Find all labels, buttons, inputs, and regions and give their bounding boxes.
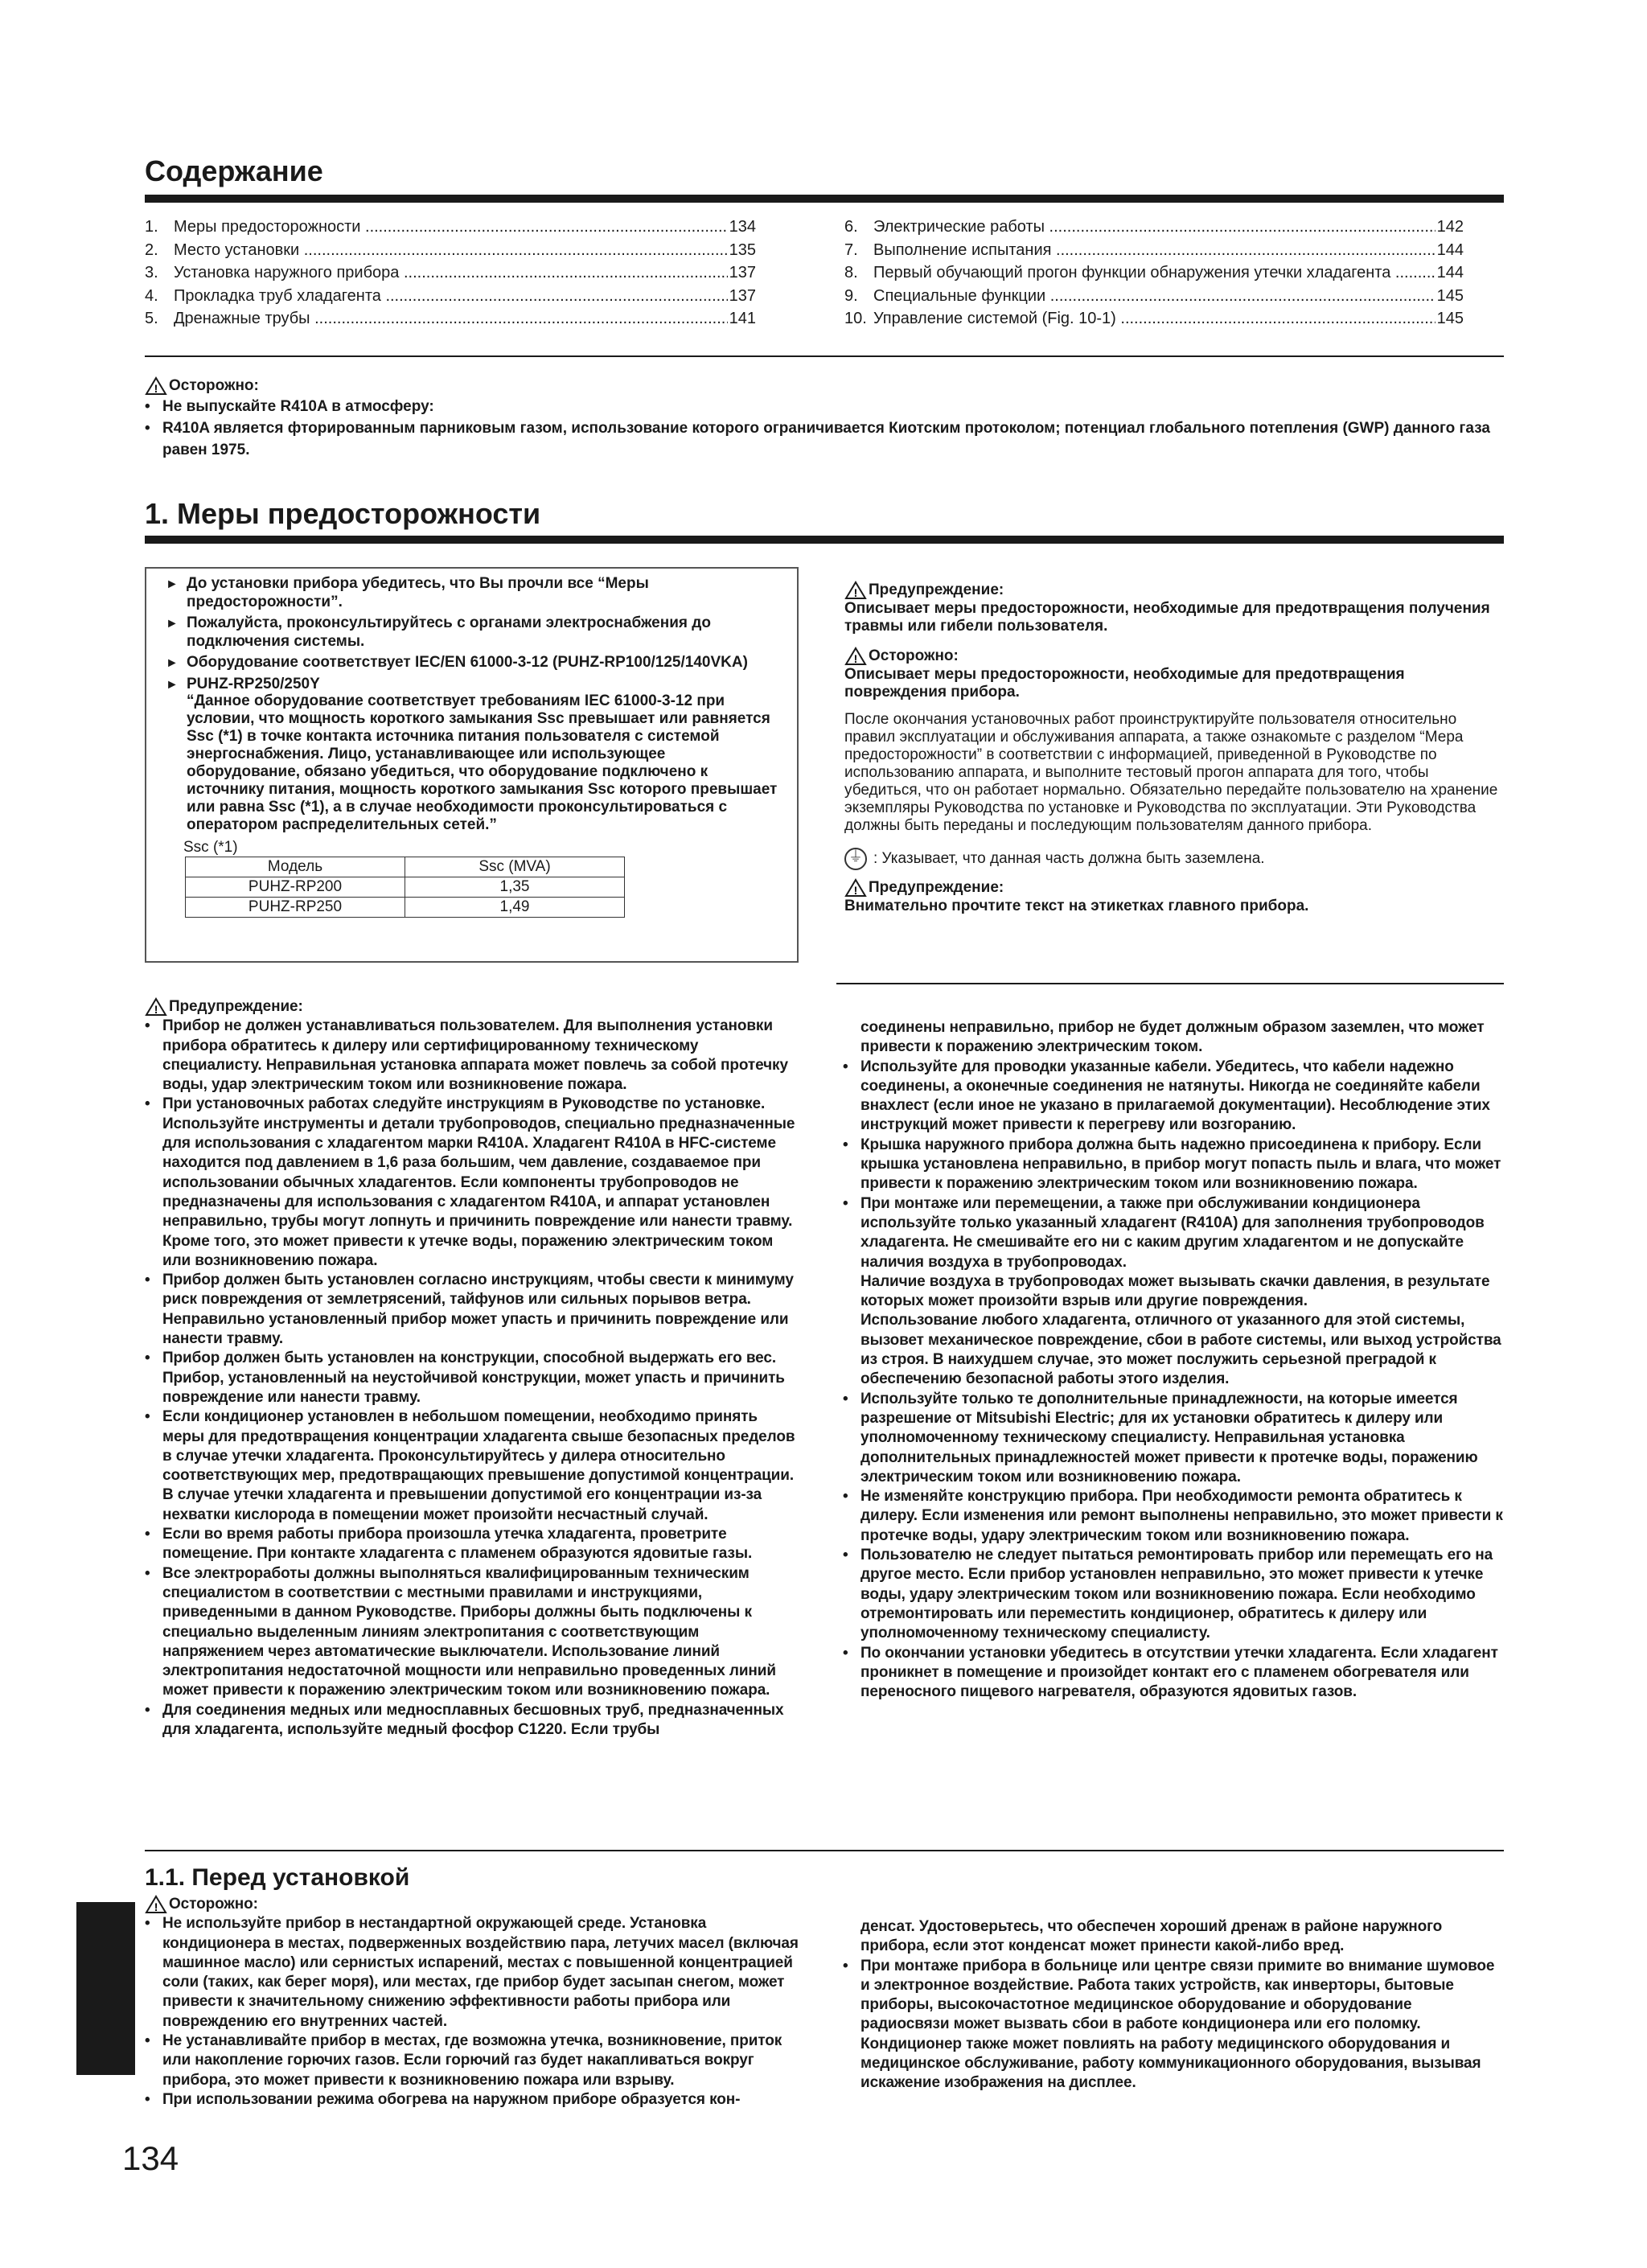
before-install-right xyxy=(843,1917,1504,2093)
info-box xyxy=(145,567,799,963)
box-item: ► Пожалуйста, проконсультируйтесь с органами электроснабжения до подключения системы. xyxy=(166,614,711,650)
warning-item: • Прибор должен быть установлен согласно инструкциям, чтобы свести к минимуму риск повреждения от землетрясений, тайфунов или сильных порывов ветра. Неправильно установленный прибор может упасть и причинить повреждение или нанести травму. xyxy=(145,1272,794,1348)
toc-item[interactable]: 3. Установка наружного прибора ..... 137 xyxy=(145,261,756,285)
caution-item: • Не устанавливайте прибор в местах, где возможна утечка, возникновение, приток или накопление горючих газов. Если горючий газ будет накапливаться вокруг прибора, это может привести к возникновению пожара или взрыву. xyxy=(145,2032,782,2089)
table-row: PUHZ-RP250 1,49 xyxy=(186,898,625,918)
caution-definition: Описывает меры предосторожности, необходимые для предотвращения повреждения прибора. xyxy=(844,666,1405,701)
svg-text:!: ! xyxy=(154,382,158,395)
warning-item: • Если кондиционер установлен в небольшом помещении, необходимо принять меры для предотвращения концентрации хладагента свыше безопасных пределов в случае утечки хладагента. Проконсультируйтесь у дилера относительно соответствующих мер, предотвращающих превышение допустимой концентрации. В случае утечки хладагента и превышении допустимой его концентрации из-за нехватки кислорода в помещении может произойти несчастный случай. xyxy=(145,1408,795,1523)
section-divider xyxy=(836,983,1504,984)
svg-text:!: ! xyxy=(154,1900,158,1914)
caution-icon xyxy=(844,647,867,666)
svg-text:!: ! xyxy=(853,586,858,599)
warning-item: • Крышка наружного прибора должна быть надежно присоединена к прибору. Если крышка установлена неправильно, в прибор могут попасть пыль и влага, что может привести к поражению электрическим током или возникновению пожара. xyxy=(843,1136,1501,1193)
warning-item: • Если во время работы прибора произошла утечка хладагента, проветрите помещение. При контакте хладагента с пламенем образуются ядовитые газы. xyxy=(145,1526,753,1563)
toc-item[interactable]: 10. Управление системой (Fig. 10-1) ..... 145 xyxy=(844,307,1464,331)
warning-item: • Используйте для проводки указанные кабели. Убедитесь, что кабели надежно соединены, а оконечные соединения не натянуты. Никогда не соединяйте кабели внахлест (если иное не указано в прилагаемой документации). Несоблюдение этих инструкций может привести к перегреву или возгоранию. xyxy=(843,1058,1490,1134)
ssc-table xyxy=(185,857,625,918)
ground-note: ⏚: Указывает, что данная часть должна быть заземлена. xyxy=(844,848,1504,870)
section-rule xyxy=(145,536,1504,544)
warnings-left: ! Предупреждение: • Прибор не должен устанавливаться пользователем. Для выполнения установки прибора обратитесь к дилеру или сертифицированному техническому специалисту. Неправильная установка аппарата может повлечь за собой протечку воды, удар электрическим током или возникновение пожара. • При установочных работах следуйте инструкциям в Руководстве по установке. Используйте инструменты и детали трубопроводов, специально предназначенные для использования с хладагентом марки R410A. Хладагент R410A в HFC-системе находится под давлением в 1,6 раза большим, чем давление, создаваемое при использовании обычных хладагентов. Если компоненты трубопроводов не предназначены для использования с хладагентом R410A, и аппарат установлен неправильно, трубы могут лопнуть и причинить повреждение или нанести травму. Кроме того, это может привести к утечке воды, поражению электрическим током или возникновению пожара. • Прибор должен быть установлен согласно инструкциям, чтобы свести к минимуму риск повреждения от землетрясений, тайфунов или сильных порывов ветра. Неправильно установленный прибор может упасть и причинить повреждение или нанести травму. • Прибор должен быть установлен на конструкции, способной выдержать его вес. Прибор, установленный на неустойчивой конструкции, может упасть и причинить повреждение или нанести травму. • Если кондиционер установлен в небольшом помещении, необходимо принять меры для предотвращения концентрации хладагента свыше безопасных пределов в случае утечки хладагента. Проконсультируйтесь у дилера относительно соответствующих мер, предотвращающих превышение допустимой концентрации. В случае утечки хладагента и превышении допустимой его концентрации из-за нехватки кислорода в помещении может произойти несчастный случай. • Если во время работы прибора произошла утечка хладагента, проветрите помещение. При контакте хладагента с пламенем образуются ядовитые газы. • Все электроработы должны выполняться квалифицированным техническим специалистом в соответствии с местными правилами и инструкциями, приведенными в данном Руководстве. Приборы должны быть подключены к специально выделенным линиям электропитания с соответствующим напряжением через автоматические выключатели. Использование линий электропитания недостаточной мощности или неправильно проведенных линий может привести к поражению электрическим током или возникновению пожара. • Для соединения медных или медносплавных бесшовных труб, предназначенных для хладагента, используйте медный фосфор C1220. Если трубы xyxy=(145,997,800,1740)
toc-item[interactable]: 6. Электрические работы ..... 142 xyxy=(844,216,1464,239)
box-item: ► PUHZ-RP250/250Y xyxy=(166,676,320,692)
caution-item: • R410A является фторированным парниковым газом, использование которого ограничивается Киотским протоколом; потенциал глобального потепления (GWP) данного газа равен 1975. xyxy=(145,420,1490,458)
caution-item: • При использовании режима обогрева на наружном приборе образуется кон- xyxy=(145,2090,741,2108)
label-warning: Внимательно прочтите текст на этикетках главного прибора. xyxy=(844,898,1309,914)
definitions: ! Предупреждение: Описывает меры предосторожности, необходимые для предотвращения получения травмы или гибели пользователя. ! Осторожно: Описывает меры предосторожности, необходимые для предотвращения повреждения прибора. После окончания установочных работ проинструктируйте пользователя относительно правил эксплуатации и обслуживания аппарата, а также ознакомьте с разделом “Мера предосторожности” в соответствии с информацией, приведенной в Руководстве по использованию аппарата, и выполните тестовый прогон аппарата для того, чтобы убедиться, что он работает нормально. Обязательно передайте пользователю на хранение экземпляры Руководства по установке и Руководства по эксплуатации. Эти Руководства должны быть переданы и последующим пользователям данного прибора. ⏚: Указывает, что данная часть должна быть заземлена. ! Предупреждение: Внимательно прочтите текст на этикетках главного прибора. xyxy=(844,581,1504,915)
before-install-left: ! Осторожно: • Не используйте прибор в нестандартной окружающей среде. Установка кондиционера в местах, подверженных воздействию пара, летучих масел (включая машинное масло) или сернистых испарений, местах с повышенной концентрацией соли (таких, как берег моря), или местах, где прибор будет засыпан снегом, может привести к значительному снижению эффективности работы прибора или повреждению его внутренних частей. • Не устанавливайте прибор в местах, где возможна утечка, возникновение, приток или накопление горючих газов. Если горючий газ будет накапливаться вокруг прибора, это может привести к возникновению пожара или взрыву. • При использовании режима обогрева на наружном приборе образуется кон- xyxy=(145,1895,800,2110)
page-number: 134 xyxy=(122,2139,179,2177)
warning-item: • По окончании установки убедитесь в отсутствии утечки хладагента. Если хладагент проникнет в помещение и произойдет контакт его с пламенем обогревателя или переносного пищевого нагревателя, образуются ядовитых газов. xyxy=(843,1644,1498,1701)
warning-continuation: соединены неправильно, прибор не будет должным образом заземлен, что может привести к поражению электрическим током. xyxy=(860,1019,1485,1056)
caution-item: • Не используйте прибор в нестандартной окружающей среде. Установка кондиционера в местах, подверженных воздействию пара, летучих масел (включая машинное масло) или сернистых испарений, местах с повышенной концентрацией соли (таких, как берег моря), или местах, где прибор будет засыпан снегом, может привести к значительному снижению эффективности работы прибора или повреждению его внутренних частей. xyxy=(145,1915,799,2030)
toc-divider xyxy=(145,355,1504,357)
table-row: PUHZ-RP200 1,35 xyxy=(186,877,625,898)
caution-continuation: денсат. Удостоверьтесь, что обеспечен хороший дренаж в районе наружного прибора, если этот конденсат может принести какой-либо вред. xyxy=(860,1918,1443,1955)
warning-subparagraph: Использование любого хладагента, отличного от указанного для этой системы, вызовет механическое повреждение, сбои в работе системы, или выход устройства из строя. В наихудшем случае, это может послужить серьезной преградой к обеспечению безопасной работы этого изделия. xyxy=(860,1312,1501,1388)
warning-item: • Пользователю не следует пытаться ремонтировать прибор или перемещать его на другое место. Если прибор установлен неправильно, это может привести к утечке воды, удару электрическим током или возникновению пожара. Если необходимо отремонтировать или переместить кондиционер, обратитесь к дилеру или уполномоченному техническому специалисту. xyxy=(843,1547,1493,1642)
page-title: Содержание xyxy=(145,154,323,187)
caution-icon xyxy=(145,1895,167,1914)
warning-item: • Прибор не должен устанавливаться пользователем. Для выполнения установки прибора обратитесь к дилеру или сертифицированному техническому специалисту. Неправильная установка аппарата может повлечь за собой протечку воды, удар электрическим током или возникновение пожара. xyxy=(145,1017,788,1094)
subsection-divider xyxy=(145,1850,1504,1851)
caution-icon xyxy=(145,376,167,396)
toc-item[interactable]: 5. Дренажные трубы ..... 141 xyxy=(145,307,756,331)
warning-icon xyxy=(844,581,867,600)
warning-item: • При монтаже или перемещении, а также при обслуживании кондиционера используйте только указанный хладагент (R410A) для заполнения трубопроводов хладагента. Не смешивайте его ни с каким другим хладагентом и не допускайте наличия воздуха в трубопроводах. xyxy=(843,1194,1485,1271)
warning-item: • Все электроработы должны выполняться квалифицированным техническим специалистом в соответствии с местными правилами и инструкциями, приведенными в данном Руководстве. Приборы должны быть подключены к специально выделенным линиям электропитания с соответствующим напряжением через автоматические выключатели. Использование линий электропитания недостаточной мощности или неправильно проведенных линий может привести к поражению электрическим током или возникновению пожара. xyxy=(145,1564,776,1699)
subsection-heading: 1.1. Перед установкой xyxy=(145,1864,410,1891)
toc-item[interactable]: 2. Место установки ..... 135 xyxy=(145,239,756,262)
warning-subparagraph: Наличие воздуха в трубопроводах может вызывать скачки давления, в результате которых может произойти взрыв или другие повреждения. xyxy=(860,1272,1490,1310)
caution-item: • Не выпускайте R410A в атмосферу: xyxy=(145,398,434,415)
title-rule xyxy=(145,195,1504,203)
toc-item[interactable]: 1. Меры предосторожности ..... 134 xyxy=(145,216,756,239)
warnings-right xyxy=(843,1018,1504,1702)
iec-quote: “Данное оборудование соответствует требованиям IEC 61000-3-12 при условии, что мощность короткого замыкания Ssc превышает или равняется Ssc (*1) в точке контакта источника питания пользователя с системой энергоснабжения. Лицо, устанавливающее или использующее оборудование, обязано убедиться, что оборудование подключено к источнику питания, мощность короткого замыкания Ssc которого превышает или равна Ssc (*1), а в случае необходимости проконсультироваться с оператором распределительных сетей.” xyxy=(187,692,778,833)
box-item: ► Оборудование соответствует IEC/EN 61000-3-12 (PUHZ-RP100/125/140VKA) xyxy=(166,654,748,671)
table-header-row: Модель Ssc (MVA) xyxy=(186,857,625,877)
toc-item[interactable]: 8. Первый обучающий прогон функции обнаружения утечки хладагента ..... 144 xyxy=(844,261,1464,285)
warning-icon xyxy=(844,878,867,898)
svg-text:!: ! xyxy=(853,652,858,665)
toc-item[interactable]: 4. Прокладка труб хладагента ..... 137 xyxy=(145,285,756,308)
warning-item: • Прибор должен быть установлен на конструкции, способной выдержать его вес. Прибор, установленный на неустойчивой конструкции, может упасть и причинить повреждение или нанести травму. xyxy=(145,1350,785,1406)
box-item: ► До установки прибора убедитесь, что Вы прочли все “Меры предосторожности”. xyxy=(166,575,649,610)
section-heading: 1. Меры предосторожности xyxy=(145,497,541,530)
svg-text:!: ! xyxy=(154,1003,158,1017)
toc-item[interactable]: 7. Выполнение испытания ..... 144 xyxy=(844,239,1464,262)
toc-left xyxy=(145,216,756,331)
toc-item[interactable]: 9. Специальные функции ..... 145 xyxy=(844,285,1464,308)
ssc-label: Ssc (*1) xyxy=(183,839,238,856)
caution-item: • При монтаже прибора в больнице или центре связи примите во внимание шумовое и электронное воздействие. Работа таких устройств, как инверторы, бытовые приборы, высокочастотное медицинское оборудование и оборудование радиосвязи может вызвать сбои в работе кондиционера или его поломку. Кондиционер также может повлиять на работу медицинского оборудования и медицинское обслуживание, работу коммуникационного оборудования, вызывая искажение изображения на дисплее. xyxy=(843,1957,1495,2092)
warning-item: • Для соединения медных или медносплавных бесшовных труб, предназначенных для хладагента, используйте медный фосфор C1220. Если трубы xyxy=(145,1701,784,1738)
warning-item: • Используйте только те дополнительные принадлежности, на которые имеется разрешение от Mitsubishi Electric; для их установки обратитесь к дилеру или уполномоченному техническому специалисту. Неправильная установка дополнительных принадлежностей может привести к протечке воды, поражению электрическим током или возникновению пожара. xyxy=(843,1390,1478,1485)
warning-icon xyxy=(145,997,167,1017)
toc-right xyxy=(844,216,1464,331)
section-side-tab xyxy=(76,1902,135,2075)
warning-item: • Не изменяйте конструкцию прибора. При необходимости ремонта обратитесь к дилеру. Если изменения или ремонт выполнены неправильно, это может привести к протечке воды, удару электрическим током или возникновению пожара. xyxy=(843,1488,1503,1544)
instruction-paragraph: После окончания установочных работ проинструктируйте пользователя относительно правил эксплуатации и обслуживания аппарата, а также ознакомьте с разделом “Мера предосторожности” в соответствии с информацией, приведенной в Руководстве по использованию аппарата, и выполните тестовый прогон аппарата для того, чтобы убедиться, что он работает нормально. Обязательно передайте пользователю на хранение экземпляры Руководства по установке и Руководства по эксплуатации. Эти Руководства должны быть переданы и последующим пользователям данного прибора. xyxy=(844,711,1498,834)
top-caution xyxy=(145,376,1504,461)
svg-text:!: ! xyxy=(853,884,858,897)
warning-item: • При установочных работах следуйте инструкциям в Руководстве по установке. Используйте инструменты и детали трубопроводов, специально предназначенные для использования с хладагентом марки R410A. Хладагент R410A в HFC-системе находится под давлением в 1,6 раза большим, чем давление, создаваемое при использовании обычных хладагентов. Если компоненты трубопроводов не предназначены для использования с хладагентом R410A, и аппарат установлен неправильно, трубы могут лопнуть и причинить повреждение или нанести травму. Кроме того, это может привести к утечке воды, поражению электрическим током или возникновению пожара. xyxy=(145,1095,795,1269)
caution-heading: ! Осторожно: xyxy=(145,376,1504,396)
ground-icon xyxy=(844,848,867,870)
warning-definition: Описывает меры предосторожности, необходимые для предотвращения получения травмы или гибели пользователя. xyxy=(844,600,1490,635)
